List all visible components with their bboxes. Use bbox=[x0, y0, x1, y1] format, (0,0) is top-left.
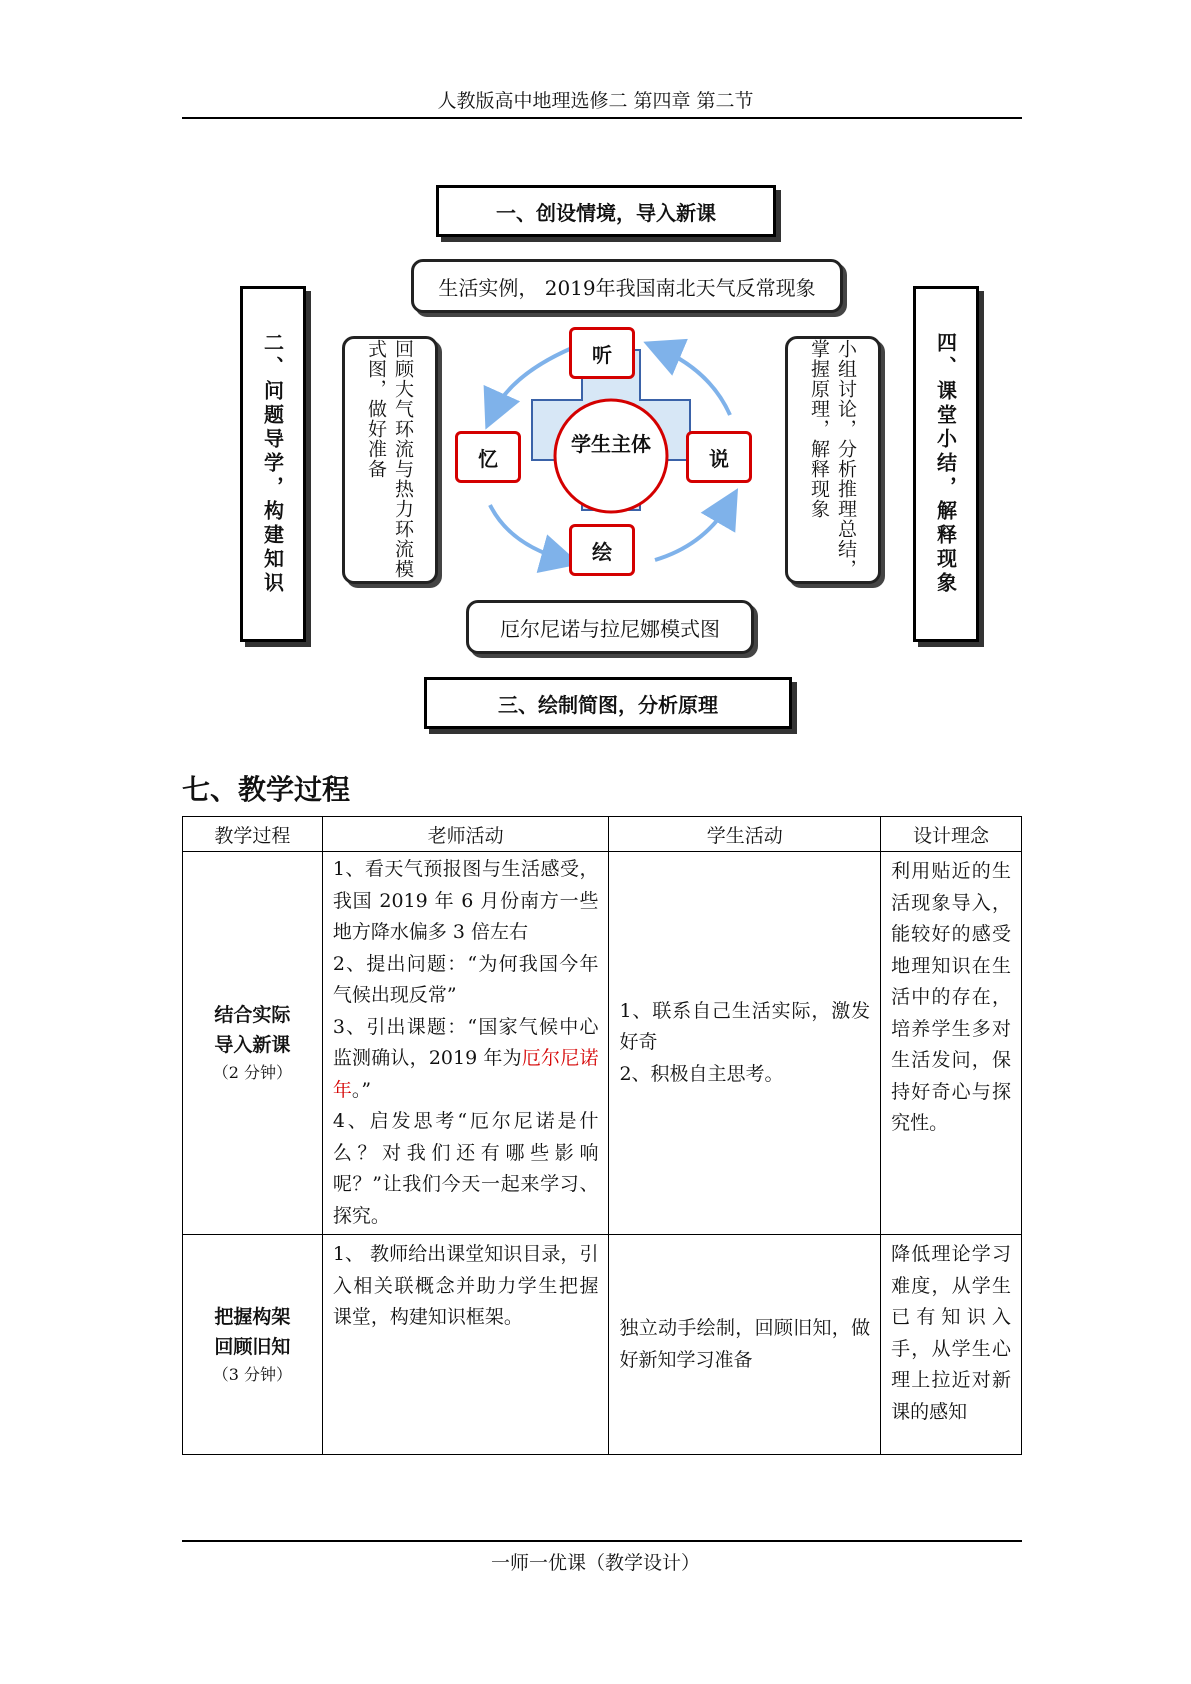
node-draw: 绘 bbox=[569, 524, 635, 576]
left-note-box: 回顾大气环流与热力环流模式图，做好准备 bbox=[342, 336, 438, 584]
teaching-process-table bbox=[182, 816, 1022, 1455]
step3-box: 三、绘制简图，分析原理 bbox=[424, 677, 792, 729]
header-teacher: 老师活动 bbox=[322, 817, 609, 852]
arrow-bottom-right bbox=[655, 502, 730, 560]
step1-box: 一、创设情境，导入新课 bbox=[436, 185, 776, 237]
teacher-item: 4、启发思考“厄尔尼诺是什么？对我们还有哪些影响呢？”让我们今天一起来学习、探究。 bbox=[332, 1110, 599, 1227]
step4-box: 四、课堂小结，解释现象 bbox=[913, 286, 979, 642]
step2-box: 二、问题导学，构建知识 bbox=[240, 286, 306, 642]
node-recall: 忆 bbox=[455, 431, 521, 483]
arrow-left-bottom bbox=[490, 505, 565, 560]
stage-name-line2: 导入新课 bbox=[214, 1034, 291, 1056]
stage-cell bbox=[183, 852, 323, 1235]
bottom-note-box: 厄尔尼诺与拉尼娜模式图 bbox=[466, 600, 754, 654]
table-row bbox=[183, 852, 1022, 1235]
center-label: 学生主体 bbox=[571, 432, 651, 456]
header-design: 设计理念 bbox=[881, 817, 1022, 852]
student-item: 独立动手绘制，回顾旧知，做好新知学习准备 bbox=[619, 1317, 871, 1371]
page-footer: 一师一优课（教学设计） bbox=[490, 1552, 700, 1574]
header-stage: 教学过程 bbox=[183, 817, 323, 852]
stage-name-line2: 回顾旧知 bbox=[214, 1335, 291, 1358]
teacher-activity-cell bbox=[322, 1235, 609, 1455]
stage-cell bbox=[183, 1235, 323, 1455]
teacher-item: 2、提出问题：“为何我国今年气候出现反常” bbox=[332, 952, 599, 1006]
table-row bbox=[183, 1235, 1022, 1455]
header-rule bbox=[182, 117, 1022, 119]
page-header: 人教版高中地理选修二 第四章 第二节 bbox=[437, 90, 754, 112]
top-note-box: 生活实例， 2019年我国南北天气反常现象 bbox=[411, 259, 843, 313]
node-speak: 说 bbox=[686, 431, 752, 483]
teacher-item: 1、看天气预报图与生活感受，我国 2019 年 6 月份南方一些地方降水偏多 3 倍左右 bbox=[332, 858, 599, 943]
student-activity-cell bbox=[609, 1235, 881, 1455]
student-item: 1、联系自己生活实际，激发好奇 bbox=[619, 999, 871, 1054]
stage-name-line1: 结合实际 bbox=[214, 1004, 291, 1026]
highlight-term: 厄尔尼诺年 bbox=[332, 1047, 599, 1101]
teacher-item-text: 3、引出课题：“国家气候中心监测确认，2019 年为 bbox=[332, 1015, 599, 1069]
right-note-box: 小组讨论，分析推理总结，掌握原理，解释现象 bbox=[785, 336, 881, 584]
node-listen: 听 bbox=[569, 327, 635, 379]
stage-name-line1: 把握构架 bbox=[214, 1305, 291, 1328]
teacher-item bbox=[333, 1012, 599, 1107]
student-item: 2、积极自主思考。 bbox=[619, 1062, 784, 1085]
stage-time: （3 分钟） bbox=[212, 1364, 293, 1384]
table-header-row bbox=[183, 817, 1022, 852]
section-title: 七、教学过程 bbox=[182, 773, 351, 806]
design-concept-cell: 利用贴近的生活现象导入，能较好的感受地理知识在生活中的存在，培养学生多对生活发问，保持好奇心与探究性。 bbox=[881, 852, 1022, 1235]
footer-rule bbox=[182, 1540, 1022, 1542]
design-concept-cell: 降低理论学习难度，从学生已有知识入手，从学生心理上拉近对新课的感知 bbox=[881, 1235, 1022, 1455]
center-circle bbox=[555, 400, 667, 512]
stage-time: （2 分钟） bbox=[212, 1063, 293, 1082]
teacher-item-text: 。” bbox=[351, 1078, 372, 1101]
student-activity-cell bbox=[609, 852, 881, 1235]
teacher-item: 1、 教师给出课堂知识目录，引入相关联概念并助力学生把握课堂，构建知识框架。 bbox=[332, 1243, 599, 1328]
teacher-activity-cell bbox=[322, 852, 609, 1235]
header-student: 学生活动 bbox=[609, 817, 881, 852]
